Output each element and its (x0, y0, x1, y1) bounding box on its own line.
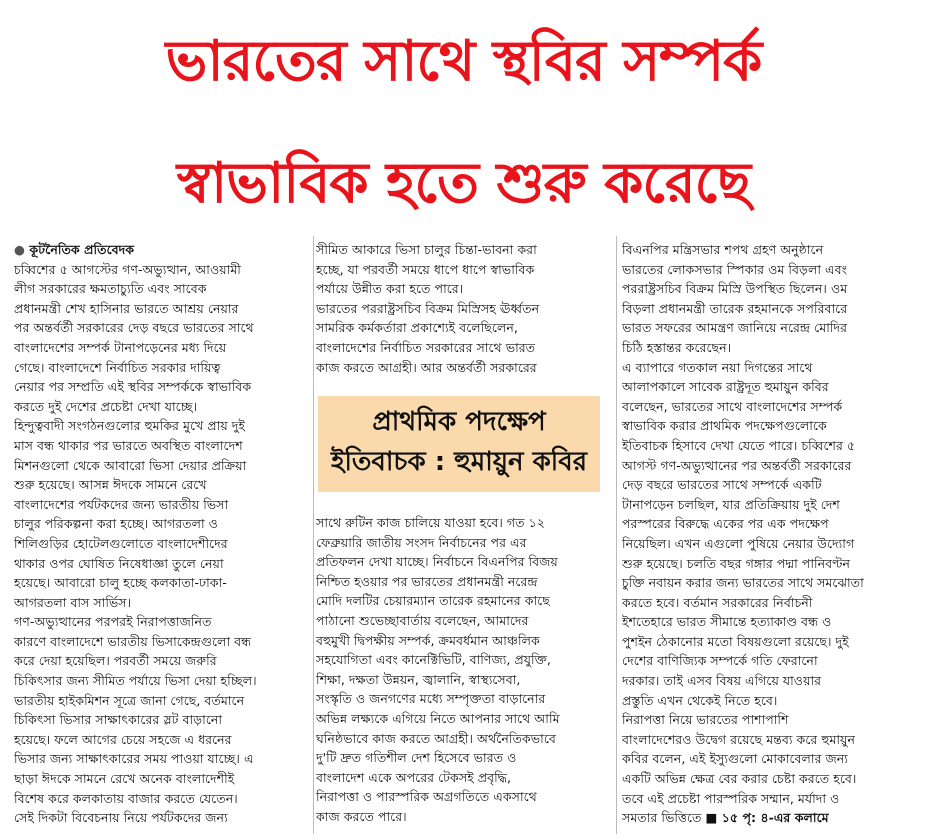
column-1-body (14, 260, 312, 828)
text-line: সংস্কৃতি ও জনগণের মধ্যে সম্পৃক্ততা বাড়ানোর (316, 691, 546, 707)
column-3-last-line (622, 808, 918, 828)
continued-jump-marker: ■ ১৫ পৃ: ৪-এর কলামে (705, 810, 829, 826)
text-line: নিয়েছিল। এখন এগুলো পুষিয়ে নেয়ার উদ্যোগ (622, 535, 855, 551)
text-line: করতে হবে। বর্তমান সরকারের নির্বাচনী (622, 594, 813, 610)
text-line: ভারতের লোকসভার স্পিকার ওম বিড়লা এবং (622, 261, 848, 277)
text-line: কাজ করতে পারে। (316, 808, 407, 824)
text-line: কবির বলেন, এই ইস্যুগুলো মোকাবেলার জন্য (622, 751, 848, 767)
article-column-1 (14, 240, 312, 828)
text-line: পর অন্তর্বর্তী সরকারের দেড় বছরে ভারতের সাথে (14, 320, 254, 336)
text-line: দু'টি দ্রুত গতিশীল দেশ হিসেবে ভারত ও (316, 750, 517, 766)
text-line: মাস বন্ধ থাকার পর ভারতে অবস্থিত বাংলাদেশ (14, 437, 243, 453)
text-line: বাংলাদেশের সম্পর্ক টানাপড়েনের মধ্য দিয়ে (14, 339, 227, 355)
text-line: বাংলাদেশের নির্বাচিত সরকারের সাথে ভারত (316, 339, 536, 355)
text-line: চালুর পরিকল্পনা করা হচ্ছে। আগরতলা ও (14, 516, 218, 532)
subhead-line-1: প্রাথমিক পদক্ষেপ (372, 407, 546, 437)
text-line: বাংলাদেশের পর্যটকদের জন্য ভারতীয় ভিসা (14, 496, 229, 512)
text-line: ভারতীয় হাইকমিশন সূত্রে জানা গেছে, বর্তমানে (14, 692, 245, 708)
bullet-icon: ● (14, 242, 25, 257)
text-line: প্রধানমন্ত্রী শেখ হাসিনার ভারতে আশ্রয় নেয়ার (14, 300, 239, 316)
text-line: চুক্তি নবায়ন করার জন্য ভারতের সাথে সমঝোতা (622, 575, 864, 591)
text-line: কারণে বাংলাদেশে ভারতীয় ভিসাকেন্দ্রগুলো বন্ধ (14, 633, 252, 649)
byline (14, 240, 312, 260)
text-line: পরস্পরের বিরুদ্ধে একের পর এক পদক্ষেপ (622, 516, 829, 532)
text-line: ভারত সফরের আমন্ত্রণ জানিয়ে নরেন্দ্র মোদির (622, 320, 848, 336)
article-column-2-top (316, 240, 612, 377)
text-line: বাংলাদেশ একে অপরের টেকসই প্রবৃদ্ধি, (316, 769, 511, 785)
text-line: করতে দুই দেশের প্রচেষ্টা দেখা যাচ্ছে। (14, 398, 198, 414)
text-line: একটি অভিন্ন ক্ষেত্র বের করার চেষ্টা করতে হবে। (622, 771, 857, 787)
text-line: চিকিৎসা ভিসার সাক্ষাৎকারের স্লট বাড়ানো (14, 712, 223, 728)
text-line: বিএনপির মন্ত্রিসভার শপথ গ্রহণ অনুষ্ঠানে (622, 242, 824, 257)
text-line: বিশেষ করে কলকাতায় বাজার করতে যেতেন। (14, 790, 238, 806)
text-line: শুরু হয়েছে। আসন্ন ঈদকে সামনে রেখে (14, 477, 207, 493)
text-line: প্রতিফলন দেখা যাচ্ছে। নির্বাচনে বিএনপির বিজয় (316, 554, 558, 570)
column-2-top-body (316, 240, 612, 377)
text-line: দেশের বাণিজ্যিক সম্পর্কে গতি ফেরানো (622, 653, 818, 669)
text-line: নিরাপত্তা নিয়ে ভারতের পাশাপাশি (622, 712, 789, 728)
byline-text: কূটনৈতিক প্রতিবেদক (29, 242, 135, 257)
text-line: চিকিৎসার জন্য সীমিত পর্যায়ে ভিসা দেয়া হচ্ছিল। (14, 673, 257, 689)
text-line: নিশ্চিত হওয়ার পর ভারতের প্রধানমন্ত্রী নরেন্দ্র (316, 573, 538, 589)
text-line: ছাড়া ঈদকে সামনে রেখে অনেক বাংলাদেশীই (14, 771, 235, 787)
text-line: গেছে। বাংলাদেশে নির্বাচিত সরকার দায়িত্ব (14, 359, 221, 375)
text-line: সাথে রুটিন কাজ চালিয়ে যাওয়া হবে। গত ১২ (316, 515, 545, 530)
text-line: দরকার। তাই এসব বিষয় এগিয়ে যাওয়ার (622, 673, 822, 689)
subhead-line-2: ইতিবাচক : হুমায়ুন কবির (330, 447, 588, 477)
text-line: সীমিত আকারে ভিসা চালুর চিন্তা-ভাবনা করা (316, 242, 537, 257)
text-line: শুরু হয়েছে। চলতি বছর গঙ্গার পদ্মা পানিবণ্টন (622, 555, 851, 571)
text-line: প্রস্তুতি এখন থেকেই নিতে হবে। (622, 692, 778, 708)
text-line: নিরাপত্তা ও পারস্পরিক অগ্রগতিতে একসাথে (316, 789, 537, 805)
text-line: আগস্ট গণ-অভ্যুত্থানের পর অন্তর্বর্তী সরকারের (622, 457, 852, 473)
text-line: ইশতেহারে ভারত সীমান্তে হত্যাকাণ্ড বন্ধ ও (622, 614, 832, 630)
text-line: টানাপড়েন চলছিল, যার প্রতিক্রিয়ায় দুই দেশ (622, 496, 840, 512)
text-line: হয়েছে। আবারো চালু হচ্ছে কলকাতা-ঢাকা- (14, 575, 227, 591)
last-line-text: সমতার ভিত্তিতে (622, 810, 702, 826)
text-line: ইতিবাচক হিসাবে দেখা যেতে পারে। চব্বিশের ৫ (622, 437, 856, 453)
article-column-2-bottom (316, 513, 612, 827)
subhead-box (318, 396, 600, 492)
text-line: সামরিক কর্মকর্তারা প্রকাশ্যেই বলেছিলেন, (316, 320, 518, 336)
text-line: তবে এই প্রচেষ্টা পারস্পরিক সম্মান, মর্যাদা ও (622, 790, 840, 806)
column-divider-2 (616, 236, 617, 834)
text-line: আগরতলা বাস সার্ভিস। (14, 594, 132, 610)
text-line: শিক্ষা, দক্ষতা উন্নয়ন, জ্বালানি, স্বাস্থ্যসেবা, (316, 671, 521, 687)
text-line: সহযোগিতা এবং কানেক্টিভিটি, বাণিজ্য, প্রযুক্তি, (316, 652, 551, 668)
text-line: পুশইন ঠেকানোর মতো বিষয়গুলো রয়েছে। দুই (622, 633, 849, 649)
text-line: অভিন্ন লক্ষ্যকে এগিয়ে নিতে আপনার সাথে আমি (316, 710, 560, 726)
headline-line-1: ভারতের সাথে স্থবির সম্পর্ক (165, 29, 762, 94)
text-line: থাকার ওপর ঘোষিত নিষেধাজ্ঞা তুলে নেয়া (14, 555, 224, 571)
text-line: বাংলাদেশেরও উদ্বেগ রয়েছে মন্তব্য করে হুমায়ুন (622, 731, 855, 747)
text-line: করে দেয়া হয়েছিল। পরবর্তী সময়ে জরুরি (14, 653, 217, 669)
article-column-3 (622, 240, 918, 828)
text-line: বিড়লা প্রধানমন্ত্রী তারেক রহমানকে সপরিবারে (622, 300, 848, 316)
column-divider-1 (313, 236, 314, 834)
text-line: নেয়ার পর সম্প্রতি এই স্থবির সম্পর্ককে স্বাভাবিক (14, 379, 252, 395)
text-line: পাঠানো শুভেচ্ছাবার্তায় বলেছেন, আমাদের (316, 612, 529, 628)
text-line: দেড় বছরে ভারতের সাথে সম্পর্কে একটি (622, 477, 822, 493)
text-line: এ ব্যাপারে গতকাল নয়া দিগন্তের সাথে (622, 359, 813, 375)
text-line: ফেব্রুয়ারি জাতীয় সংসদ নির্বাচনের পর এর (316, 534, 527, 550)
text-line: হচ্ছে, যা পরবর্তী সময়ে ধাপে ধাপে স্বাভাবিক (316, 261, 535, 277)
text-line: মিশনগুলো থেকে আবারো ভিসা দেয়ার প্রক্রিয়া (14, 457, 247, 473)
text-line: গণ-অভ্যুত্থানের পরপরই নিরাপত্তাজনিত (14, 614, 212, 630)
text-line: চব্বিশের ৫ আগস্টের গণ-অভ্যুত্থান, আওয়ামী (14, 261, 241, 277)
text-line: বলেছেন, ভারতের সাথে বাংলাদেশের সম্পর্ক (622, 398, 843, 414)
text-line: পররাষ্ট্রসচিব বিক্রম মিস্রি উপস্থিত ছিলেন। ওম (622, 281, 848, 297)
text-line: স্বাভাবিক করার প্রাথমিক পদক্ষেপগুলোকে (622, 418, 827, 434)
text-line: ভিসার জন্য সাক্ষাৎকারের সময় পাওয়া যাচ্ছে। এ (14, 751, 254, 767)
text-line: শিলিগুড়ির হোটেলগুলোতে বাংলাদেশীদের (14, 535, 228, 551)
text-line: লীগ সরকারের ক্ষমতাচ্যুতি এবং সাবেক (14, 281, 207, 297)
headline-line-2: স্বাভাবিক হতে শুরু করেছে (176, 151, 751, 216)
text-line: কাজ করতে আগ্রহী। আর অন্তর্বর্তী সরকারের (316, 359, 537, 375)
text-line: চিঠি হস্তান্তর করেছেন। (622, 339, 732, 355)
text-line: হয়েছে। ফলে আগের চেয়ে সহজে এ ধরনের (14, 731, 232, 747)
text-line: হিন্দুত্ববাদী সংগঠনগুলোর হুমকির মুখে প্রায় দুই (14, 418, 245, 434)
text-line: ঘনিষ্ঠভাবে কাজ করতে আগ্রহী। অর্থনৈতিকভাবে (316, 730, 556, 746)
text-line: বহুমুখী দ্বিপক্ষীয় সম্পর্ক, ক্রমবর্ধমান আঞ্চলিক (316, 632, 540, 648)
text-line: সেই দিকটা বিবেচনায় নিয়ে পর্যটকদের জন্য (14, 810, 228, 826)
text-line: মোদি দলটির চেয়ারম্যান তারেক রহমানের কাছে (316, 593, 550, 609)
text-line: পর্যায়ে উন্নীত করা হতে পারে। (316, 281, 464, 297)
column-3-body (622, 240, 918, 808)
text-line: আলাপকালে সাবেক রাষ্ট্রদূত হুমায়ুন কবির (622, 379, 829, 395)
text-line: ভারতের পররাষ্ট্রসচিব বিক্রম মিস্রিসহ ঊর্ধ্বতন (316, 300, 540, 316)
column-2-bottom-body (316, 513, 612, 827)
